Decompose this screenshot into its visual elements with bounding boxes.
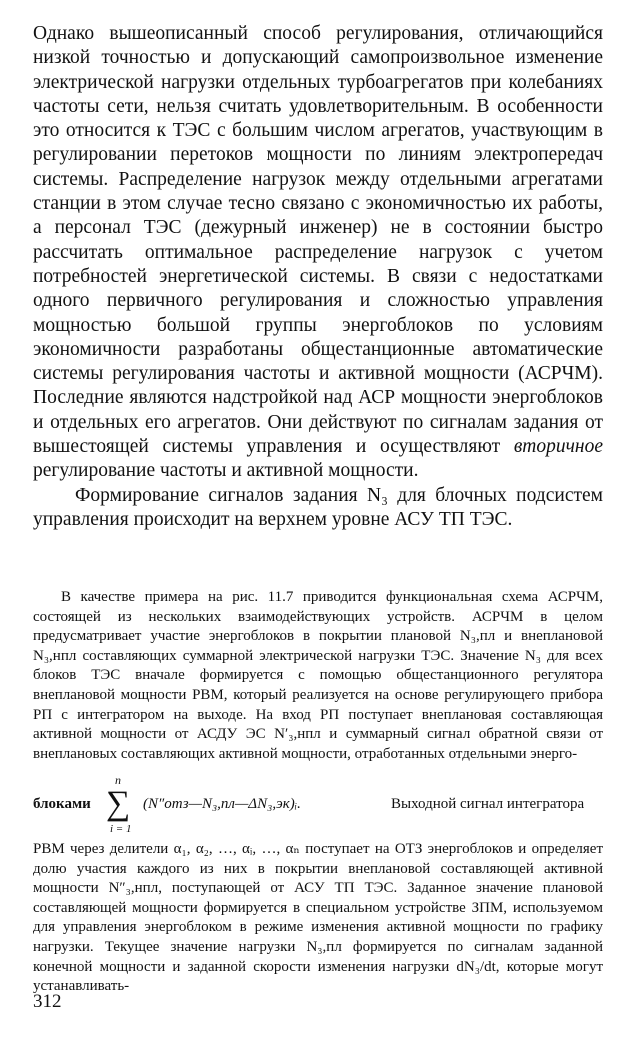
small-paragraph-1: В качестве примера на рис. 11.7 приводится функциональная схема АСРЧМ, состоящей из нескольких взаимодействующих устройств. АСРЧМ в целом предусматривает участие энергоблоков в покрытии плановой N₃,пл и внеплановой N₃,нпл составляющих суммарной электрической нагрузки ТЭС. Значение N₃ для всех блоков ТЭС вначале формируется с помощью общестанционного регулятора внеплановой мощности РВМ, который реализуется на основе регулирующего прибора РП с интегратором на выходе. На вход РП поступает внеплановая составляющая активной мощности от АСДУ ЭС N′₃,нпл и суммарный сигнал обратной связи от внеплановых составляющих активной мощности, отработанных отдельными энерго- — [33, 589, 603, 762]
paragraph-1-text: Однако вышеописанный способ регулирования, отличающийся низкой точностью и допускающий самопроизвольное изменение электрической нагрузки отдельных турбоагрегатов при колебаниях частоты сети, нельзя считать удовлетворительным. В особенности это относится к ТЭС с большим числом агрегатов, участвующим в регулировании перетоков мощности по линиям электропередач системы. Распределение нагрузок между отдельными агрегатами станции в этом случае тесно связано с экономичностью их работы, а персонал ТЭС (дежурный инженер) не в состоянии быстро рассчитать оптимальное распределение нагрузок с учетом потребностей энергетической системы. В связи с недостатками одного первичного регулирования и сложностью управления мощностью большой группы энергоблоков по условиям экономичности разработаны общестанционные автоматические системы регулирования частоты и активной мощности (АСРЧМ). Последние являются надстройкой над АСР мощности энергоблоков и отдельных его агрегатов. Они действуют по сигналам задания от вышестоящей системы управления и осуществляют — [33, 23, 603, 458]
small-text-paragraph-1 — [33, 588, 603, 764]
summation-formula — [33, 773, 603, 839]
formula-expression: (N″отз—N₃,пл—ΔN₃,эк)ᵢ. — [143, 796, 301, 812]
sum-symbol: ∑ — [106, 785, 131, 822]
page-number: 312 — [33, 991, 62, 1012]
formula-lead-word: блоками — [33, 796, 91, 812]
formula-trailing-text: Выходной сигнал интегратора — [391, 796, 585, 812]
sum-lower-limit: i = 1 — [110, 823, 132, 835]
italic-term: вторичное — [513, 436, 603, 458]
paragraph-2: Формирование сигналов задания N₃ для блочных подсистем управления происходит на верхнем уровне АСУ ТП ТЭС. — [33, 484, 603, 530]
paragraph-1 — [33, 22, 603, 484]
small-paragraph-2: РВМ через делители α₁, α₂, …, αᵢ, …, αₙ поступает на ОТЗ энергоблоков и определяет долю участия каждого из них в покрытии внеплановой составляющей активной мощности N″₃,нпл, поступающей от АСУ ТП ТЭС. Заданное значение плановой составляющей мощности формируется в специальном устройстве ЗПМ, используемом для управления энергоблоком в режиме изменения активной мощности по графику нагрузки. Текущее значение нагрузки N₃,пл формируется по сигналам заданной конечной мощности и заданной скорости изменения нагрузки dN₃/dt, которые могут устанавливать- — [33, 841, 603, 995]
main-text-large — [33, 22, 603, 532]
paragraph-1-end: регулирование частоты и активной мощности. — [33, 460, 419, 482]
sum-upper-limit: n — [115, 773, 121, 787]
small-text-paragraph-2 — [33, 840, 603, 997]
